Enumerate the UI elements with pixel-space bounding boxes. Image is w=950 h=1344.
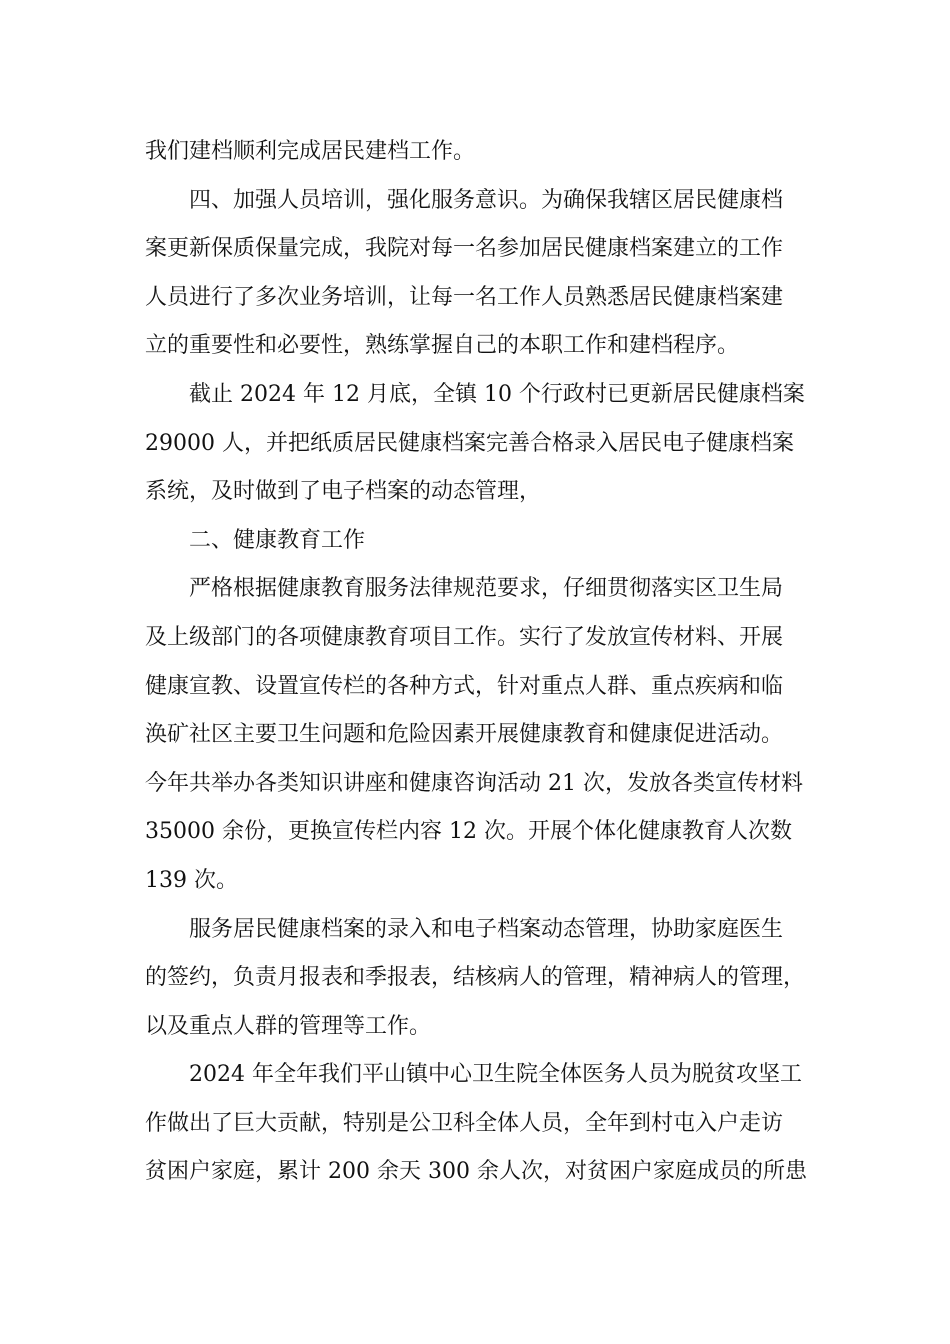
text-line: 及上级部门的各项健康教育项目工作。实行了发放宣传材料、开展 xyxy=(145,624,784,650)
text-line: 2024 年全年我们平山镇中心卫生院全体医务人员为脱贫攻坚工 xyxy=(189,1062,802,1088)
text-line: 29000 人，并把纸质居民健康档案完善合格录入居民电子健康档案 xyxy=(145,430,794,456)
paragraph-archive-statistics xyxy=(145,371,825,517)
text-line: 严格根据健康教育服务法律规范要求，仔细贯彻落实区卫生局 xyxy=(189,576,784,602)
text-line: 系统，及时做到了电子档案的动态管理， xyxy=(145,479,542,505)
text-line: 贫困户家庭，累计 200 余天 300 余人次，对贫困户家庭成员的所患 xyxy=(145,1159,807,1185)
text-line: 我们建档顺利完成居民建档工作。 xyxy=(145,139,476,164)
section-heading-health-education xyxy=(145,517,825,566)
paragraph-archive-services xyxy=(145,906,825,1052)
text-line: 服务居民健康档案的录入和电子档案动态管理，协助家庭医生 xyxy=(189,916,784,942)
text-line: 以及重点人群的管理等工作。 xyxy=(145,1013,432,1039)
text-line: 截止 2024 年 12 月底，全镇 10 个行政村已更新居民健康档案 xyxy=(189,381,805,407)
text-line: 的签约，负责月报表和季报表，结核病人的管理，精神病人的管理， xyxy=(145,965,806,991)
paragraph-staff-training xyxy=(145,177,825,371)
text-line: 健康宣教、设置宣传栏的各种方式，针对重点人群、重点疾病和临 xyxy=(145,673,784,699)
text-line: 人员进行了多次业务培训，让每一名工作人员熟悉居民健康档案建 xyxy=(145,284,784,310)
text-line: 涣矿社区主要卫生问题和危险因素开展健康教育和健康促进活动。 xyxy=(145,722,784,748)
text-line: 立的重要性和必要性，熟练掌握自己的本职工作和建档程序。 xyxy=(145,333,740,359)
paragraph-archive-completion xyxy=(145,128,825,177)
text-line: 二、健康教育工作 xyxy=(189,527,366,553)
text-line: 四、加强人员培训，强化服务意识。为确保我辖区居民健康档 xyxy=(189,187,784,213)
paragraph-poverty-alleviation xyxy=(145,1051,825,1197)
text-line: 35000 余份，更换宣传栏内容 12 次。开展个体化健康教育人次数 xyxy=(145,819,792,845)
text-line: 作做出了巨大贡献，特别是公卫科全体人员，全年到村屯入户走访 xyxy=(145,1110,784,1136)
text-line: 139 次。 xyxy=(145,867,238,893)
paragraph-health-education xyxy=(145,565,825,905)
text-line: 案更新保质保量完成，我院对每一名参加居民健康档案建立的工作 xyxy=(145,236,784,262)
text-line: 今年共举办各类知识讲座和健康咨询活动 21 次，发放各类宣传材料 xyxy=(145,770,803,796)
document-body xyxy=(145,128,825,1197)
